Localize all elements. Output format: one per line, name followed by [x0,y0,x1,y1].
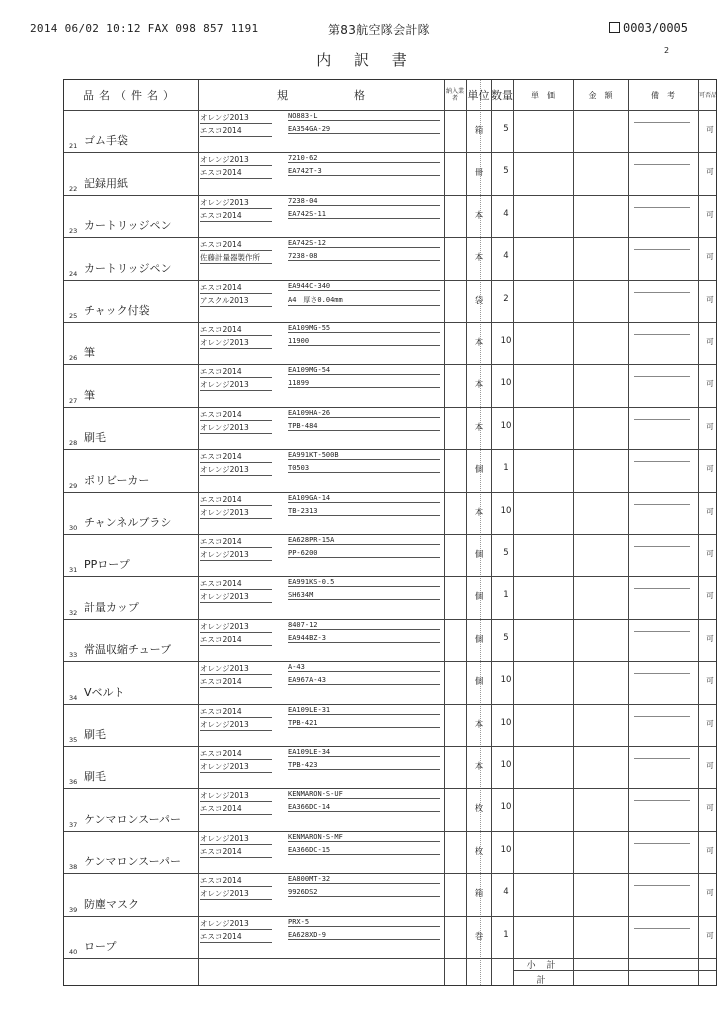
fax-header [30,22,430,37]
spec-maker: エスコ2014 [200,282,272,294]
spec-maker: エスコ2014 [200,634,272,646]
spec-maker: オレンジ2013 [200,591,272,603]
col-header-item: 品名（件名） [83,89,179,102]
row-number: 21 [69,142,78,151]
spec-model: EA991KS-0.5 [288,578,440,587]
unit-cell: 個 [474,592,484,603]
subtotal-label: 小 計 [526,961,560,971]
remarks-rule [634,461,690,462]
table-row [64,322,718,364]
approval-mark: 可 [706,676,714,686]
spec-model: EA109MG-54 [288,366,440,375]
approval-mark: 可 [706,718,714,728]
spec-model: TB-2313 [288,507,440,516]
spec-model: EA800MT-32 [288,875,440,884]
approval-mark: 可 [706,379,714,389]
spec-maker: エスコ2014 [200,803,272,815]
spec-maker: エスコ2014 [200,210,272,222]
qty-cell: 10 [500,378,512,389]
remarks-rule [634,292,690,293]
spec-model: 7238-04 [288,197,440,206]
row-number: 32 [69,608,78,617]
row-number: 31 [69,566,78,575]
approval-mark: 可 [706,761,714,770]
spec-model: A-43 [288,663,440,672]
unit-cell: 箱 [474,889,484,900]
approval-mark: 可 [706,167,714,177]
spec-maker: オレンジ2013 [200,337,272,349]
row-number: 36 [69,778,78,787]
spec-model: KENMARON-S-MF [288,833,440,842]
unit-cell: 枚 [474,804,484,815]
total-label: 計 [536,976,550,986]
qty-cell: 10 [500,420,512,431]
spec-maker: エスコ2014 [200,846,272,858]
qty-cell: 5 [503,166,509,177]
approval-mark: 可 [706,888,714,898]
qty-cell: 1 [503,463,509,474]
spec-maker: 佐藤計量器製作所 [200,252,272,264]
qty-cell: 1 [503,590,509,601]
remarks-rule [634,334,690,335]
col-header-amount: 金 額 [588,90,613,100]
unit-cell: 冊 [474,168,484,179]
organization: 第83航空隊会計隊 [328,23,430,37]
item-name: ゴム手袋 [84,134,128,148]
spec-maker: オレンジ2013 [200,888,272,900]
table-row [64,280,718,322]
table-row [64,831,718,873]
spec-maker: エスコ2014 [200,239,272,251]
qty-cell: 10 [500,336,512,346]
qty-cell: 2 [503,293,509,304]
qty-cell: 5 [503,548,509,558]
spec-maker: エスコ2014 [200,324,272,336]
approval-mark: 可 [706,294,714,304]
remarks-rule [634,631,690,632]
item-name: ケンマロンスーパー [84,812,182,826]
remarks-rule [634,164,690,165]
approval-mark: 可 [706,209,714,219]
table-row [64,873,718,915]
remarks-rule [634,546,690,547]
spec-maker: オレンジ2013 [200,549,272,561]
remarks-rule [634,758,690,759]
item-name: 刷毛 [84,431,106,445]
unit-cell: 個 [474,634,484,645]
row-number: 22 [69,184,78,193]
approval-mark: 可 [706,549,714,558]
row-number: 35 [69,735,78,744]
approval-mark: 可 [706,464,714,474]
spec-model: EA742S-12 [288,239,440,248]
item-name: カートリッジペン [84,219,172,233]
table-row [64,110,718,152]
qty-cell: 10 [500,760,512,770]
approval-mark: 可 [706,421,714,431]
table-row [64,746,718,788]
spec-model: TPB-423 [288,761,440,770]
unit-cell: 本 [474,253,484,264]
approval-mark: 可 [706,125,714,134]
spec-model: EA742S-11 [288,210,440,219]
remarks-rule [634,588,690,589]
unit-cell: 箱 [474,126,484,136]
spec-maker: オレンジ2013 [200,154,272,166]
col-header-approval: 可否品 [698,91,717,99]
table-row [64,152,718,194]
row-number: 34 [69,693,78,702]
fax-line: 2014 06/02 10:12 FAX 098 857 1191 [30,22,259,35]
spec-model: 11899 [288,379,440,388]
remarks-rule [634,885,690,886]
spec-maker: オレンジ2013 [200,112,272,124]
row-number: 30 [69,523,78,532]
row-number: 26 [69,354,78,363]
page-title: 内 訳 書 [316,51,416,69]
qty-cell: 5 [503,124,509,134]
spec-model: EA944C-340 [288,282,440,291]
spec-model: 9926DS2 [288,888,440,897]
item-name: 常温収縮チューブ [84,643,172,657]
qty-cell: 10 [500,844,512,855]
qty-cell: 4 [503,208,509,219]
table-row [64,704,718,746]
spec-maker: エスコ2014 [200,676,272,688]
spec-maker: オレンジ2013 [200,719,272,731]
remarks-rule [634,673,690,674]
remarks-rule [634,800,690,801]
remarks-rule [634,504,690,505]
row-number: 28 [69,439,78,448]
remarks-rule [634,419,690,420]
table-row [64,534,718,576]
spec-model: NO883-L [288,112,440,121]
table-row [64,449,718,491]
item-name: 筆 [84,388,95,402]
spec-model: EA967A-43 [288,676,440,685]
item-name: カートリッジペン [84,261,172,275]
fax-page-icon [609,22,620,33]
col-header-price: 単 価 [531,90,555,100]
remarks-rule [634,928,690,929]
spec-maker: エスコ2014 [200,931,272,943]
col-header-mfr: 納入業者 [445,88,464,102]
qty-cell: 10 [500,505,512,516]
spec-model: SH634M [288,591,440,600]
spec-maker: エスコ2014 [200,748,272,760]
table-row [64,788,718,830]
total-rule [513,970,716,971]
qty-cell: 1 [503,929,509,940]
table-row [64,364,718,406]
table-row [64,916,718,958]
spec-maker: オレンジ2013 [200,761,272,773]
spec-maker: エスコ2014 [200,536,272,548]
item-name: Vベルト [84,685,125,699]
spec-model: 7210-62 [288,154,440,163]
unit-cell: 本 [474,507,484,518]
col-header-remarks: 備 考 [651,90,675,100]
approval-mark: 可 [706,591,714,601]
qty-cell: 10 [500,675,512,686]
remarks-rule [634,249,690,250]
table-row [64,576,718,618]
qty-cell: 4 [503,887,509,898]
spec-maker: オレンジ2013 [200,507,272,519]
remarks-rule [634,843,690,844]
unit-cell: 本 [474,422,484,433]
spec-maker: アスクル2013 [200,295,272,307]
col-header-qty: 数量 [491,89,513,102]
approval-mark: 可 [706,252,714,262]
spec-model: EA366DC-14 [288,803,440,812]
spec-model: EA109LE-34 [288,748,440,757]
item-name: 防塵マスク [84,897,139,911]
unit-cell: 枚 [474,846,484,857]
spec-model: A4 厚さ0.04mm [288,295,440,306]
spec-maker: エスコ2014 [200,875,272,887]
spec-maker: オレンジ2013 [200,422,272,434]
row-number: 33 [69,651,78,660]
table-row [64,407,718,449]
spec-model: PRX-5 [288,918,440,927]
item-name: 刷毛 [84,770,106,784]
unit-cell: 個 [474,550,484,560]
item-name: PPロープ [84,558,130,572]
spec-model: TPB-484 [288,422,440,431]
row-number: 38 [69,863,78,872]
spec-model: 8407-12 [288,621,440,630]
row-number: 29 [69,481,78,490]
spec-model: TPB-421 [288,719,440,728]
row-number: 39 [69,905,78,914]
spec-model: EA109HA-26 [288,409,440,418]
row-number: 40 [69,947,78,956]
table-row [64,661,718,703]
item-name: ポリビーカー [84,473,150,487]
spec-maker: オレンジ2013 [200,379,272,391]
spec-maker: オレンジ2013 [200,464,272,476]
unit-cell: 個 [474,465,484,476]
spec-maker: オレンジ2013 [200,621,272,633]
unit-cell: 本 [474,338,484,348]
item-name: 計量カップ [84,600,139,614]
spec-model: 11900 [288,337,440,346]
approval-mark: 可 [706,337,714,346]
spec-model: EA944BZ-3 [288,634,440,643]
unit-cell: 個 [474,677,484,688]
approval-mark: 可 [706,845,714,855]
remarks-rule [634,207,690,208]
spec-maker: オレンジ2013 [200,663,272,675]
spec-model: EA991KT-500B [288,451,440,460]
table-row [64,195,718,237]
spec-model: EA354GA-29 [288,125,440,134]
row-number: 24 [69,269,78,278]
approval-mark: 可 [706,930,714,940]
spec-model: EA628XD-9 [288,931,440,940]
unit-cell: 本 [474,210,484,221]
spec-model: KENMARON-S-UF [288,790,440,799]
table-row [64,619,718,661]
unit-cell: 本 [474,380,484,391]
spec-maker: オレンジ2013 [200,833,272,845]
row-rule [64,958,716,959]
row-number: 27 [69,396,78,405]
item-name: 刷毛 [84,727,106,741]
item-name: 記録用紙 [84,176,128,190]
spec-maker: エスコ2014 [200,578,272,590]
itemized-table [63,79,717,986]
spec-maker: エスコ2014 [200,125,272,137]
row-number: 37 [69,820,78,829]
qty-cell: 4 [503,251,509,262]
unit-cell: 本 [474,719,484,730]
spec-model: EA628PR-15A [288,536,440,545]
spec-maker: オレンジ2013 [200,918,272,930]
page-number: 2 [664,46,670,55]
row-number: 25 [69,311,78,320]
qty-cell: 10 [500,802,512,813]
remarks-rule [634,716,690,717]
qty-cell: 10 [500,717,512,728]
approval-mark: 可 [706,506,714,516]
remarks-rule [634,122,690,123]
spec-maker: エスコ2014 [200,409,272,421]
spec-maker: エスコ2014 [200,706,272,718]
item-name: チャック付袋 [84,303,150,317]
spec-maker: エスコ2014 [200,494,272,506]
spec-model: EA366DC-15 [288,846,440,855]
spec-model: PP-6200 [288,549,440,558]
item-name: チャンネルブラシ [84,515,172,529]
unit-cell: 巻 [474,931,484,942]
item-name: 筆 [84,346,95,360]
spec-model: EA109MG-55 [288,324,440,333]
spec-model: EA109GA-14 [288,494,440,503]
qty-cell: 5 [503,632,509,643]
spec-maker: エスコ2014 [200,366,272,378]
spec-maker: オレンジ2013 [200,197,272,209]
table-row [64,492,718,534]
row-number: 23 [69,227,78,236]
spec-model: EA742T-3 [288,167,440,176]
spec-maker: オレンジ2013 [200,790,272,802]
approval-mark: 可 [706,803,714,813]
spec-model: EA109LE-31 [288,706,440,715]
col-header-unit: 単位 [467,89,490,102]
spec-model: 7238-08 [288,252,440,261]
item-name: ロープ [84,939,117,953]
table-row [64,237,718,279]
unit-cell: 袋 [474,295,484,306]
page-count: 0003/0005 [622,21,688,35]
page-counter [609,21,688,35]
unit-cell: 本 [474,762,484,772]
approval-mark: 可 [706,633,714,643]
col-header-spec: 規 格 [277,89,365,102]
spec-model: T0503 [288,464,440,473]
remarks-rule [634,376,690,377]
spec-maker: エスコ2014 [200,451,272,463]
item-name: ケンマロンスーパー [84,855,182,869]
spec-maker: エスコ2014 [200,167,272,179]
